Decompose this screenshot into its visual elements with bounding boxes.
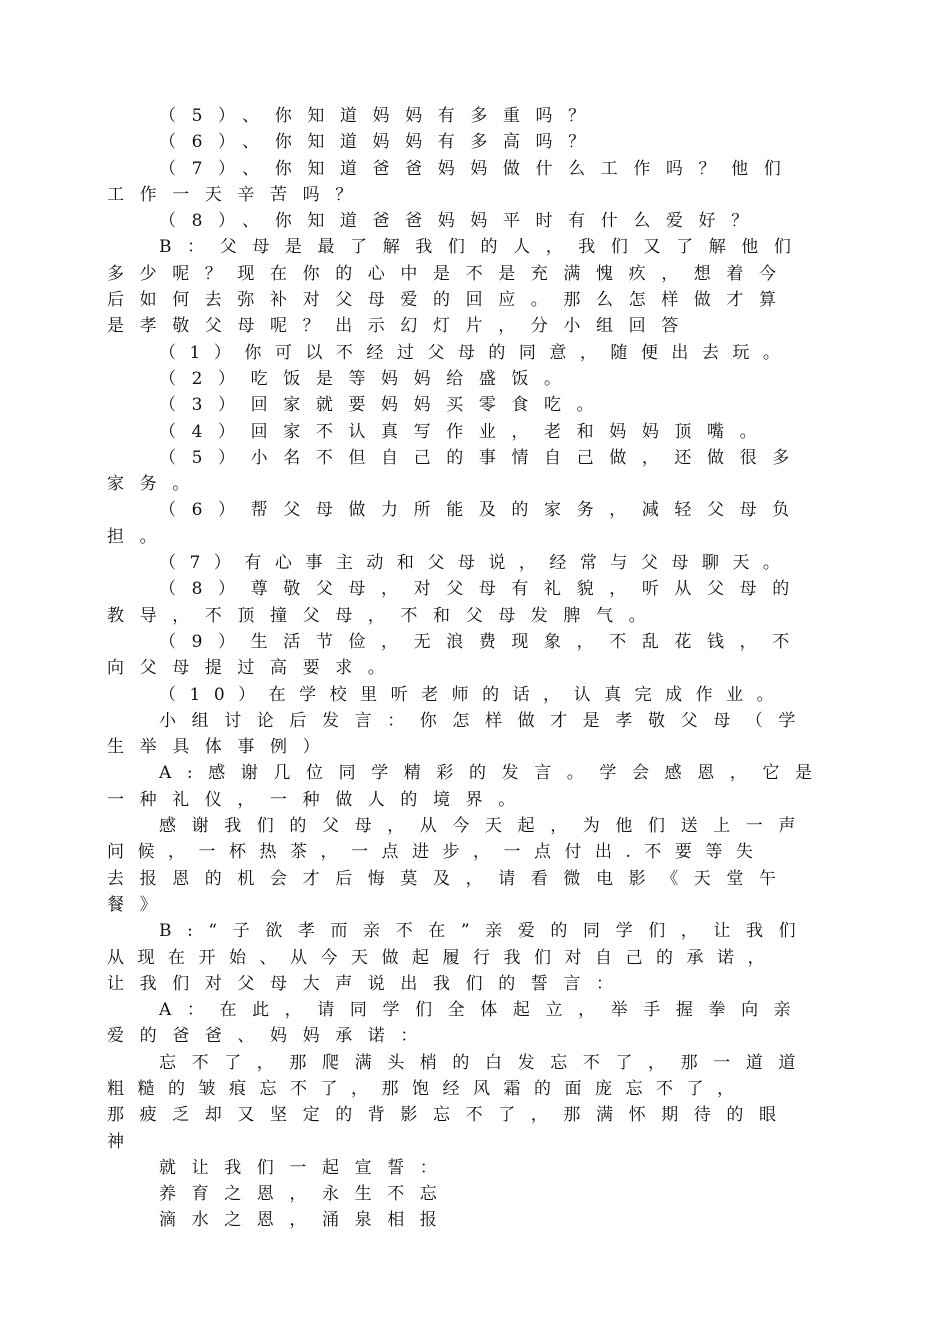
text-line: 那疲乏却又坚定的背影忘不了，那满怀期待的眼 bbox=[107, 1105, 792, 1126]
text-line: 神 bbox=[107, 1131, 140, 1152]
text-line: 是孝敬父母呢？出示幻灯片，分小组回答 bbox=[107, 316, 694, 337]
text-line: A:感谢几位同学精彩的发言。学会感恩，它是 bbox=[159, 763, 828, 784]
text-line: 向父母提过高要求。 bbox=[107, 658, 401, 679]
text-line: 担。 bbox=[107, 526, 173, 547]
text-line: 生举具体事例） bbox=[107, 737, 336, 758]
text-line: 一种礼仪，一种做人的境界。 bbox=[107, 789, 531, 810]
text-line: 教导，不顶撞父母，不和父母发脾气。 bbox=[107, 605, 662, 626]
text-line: 去报恩的机会才后悔莫及，请看微电影《天堂午 bbox=[107, 868, 792, 889]
text-line: 多少呢？现在你的心中是不是充满愧疚，想着今 bbox=[107, 263, 792, 284]
text-line: （4）回家不认真写作业，老和妈妈顶嘴。 bbox=[159, 421, 773, 442]
text-line: 家务。 bbox=[107, 474, 205, 495]
text-line: 让我们对父母大声说出我们的誓言： bbox=[107, 973, 629, 994]
text-line: （8）、你知道爸爸妈妈平时有什么爱好？ bbox=[159, 211, 764, 232]
text-line: 粗糙的皱痕忘不了，那饱经风霜的面庞忘不了， bbox=[107, 1078, 748, 1099]
text-line: （8）尊敬父母，对父母有礼貌，听从父母的 bbox=[159, 579, 805, 600]
text-line: 工作一天辛苦吗？ bbox=[107, 184, 368, 205]
text-line: （7）有心事主动和父母说，经常与父母聊天。 bbox=[159, 553, 794, 574]
text-line: （2）吃饭是等妈妈给盛饭。 bbox=[159, 368, 577, 389]
document-body bbox=[107, 103, 837, 1234]
text-line: （3）回家就要妈妈买零食吃。 bbox=[159, 395, 610, 416]
text-line: （6）帮父母做力所能及的家务，减轻父母负 bbox=[159, 500, 805, 521]
text-line: B:“子欲孝而亲不在”亲爱的同学们，让我们 bbox=[159, 921, 812, 942]
text-line: 后如何去弥补对父母爱的回应。那么怎样做才算 bbox=[107, 290, 792, 311]
text-line: 滴水之恩，涌泉相报 bbox=[159, 1210, 453, 1231]
text-line: 感谢我们的父母，从今天起，为他们送上一声 bbox=[159, 816, 811, 837]
text-line: 问候，一杯热茶，一点进步，一点付出.不要等失 bbox=[107, 842, 767, 863]
text-line: B：父母是最了解我们的人，我们又了解他们 bbox=[159, 237, 807, 258]
text-line: 小组讨论后发言：你怎样做才是孝敬父母（学 bbox=[159, 710, 811, 731]
text-line: （6）、你知道妈妈有多高吗？ bbox=[159, 132, 601, 153]
text-line: 从现在开始、从今天做起履行我们对自己的承诺， bbox=[107, 947, 778, 968]
text-line: 餐》 bbox=[107, 894, 173, 915]
text-line: 养育之恩，永生不忘 bbox=[159, 1184, 453, 1205]
text-line: A：在此，请同学们全体起立，举手握拳向亲 bbox=[159, 1000, 807, 1021]
text-line: （5）小名不但自己的事情自己做，还做很多 bbox=[159, 447, 805, 468]
text-line: （5）、你知道妈妈有多重吗？ bbox=[159, 106, 601, 126]
text-line: （9）生活节俭，无浪费现象，不乱花钱，不 bbox=[159, 631, 805, 652]
text-line: 爱的爸爸、妈妈承诺： bbox=[107, 1026, 433, 1047]
text-line: （7）、你知道爸爸妈妈做什么工作吗？他们 bbox=[159, 158, 797, 179]
text-line: （1）你可以不经过父母的同意，随便出去玩。 bbox=[159, 342, 794, 363]
text-line: 忘不了，那爬满头梢的白发忘不了，那一道道 bbox=[159, 1052, 811, 1073]
text-line: （10）在学校里听老师的话，认真完成作业。 bbox=[159, 684, 788, 705]
text-line: 就让我们一起宣誓： bbox=[159, 1157, 453, 1178]
